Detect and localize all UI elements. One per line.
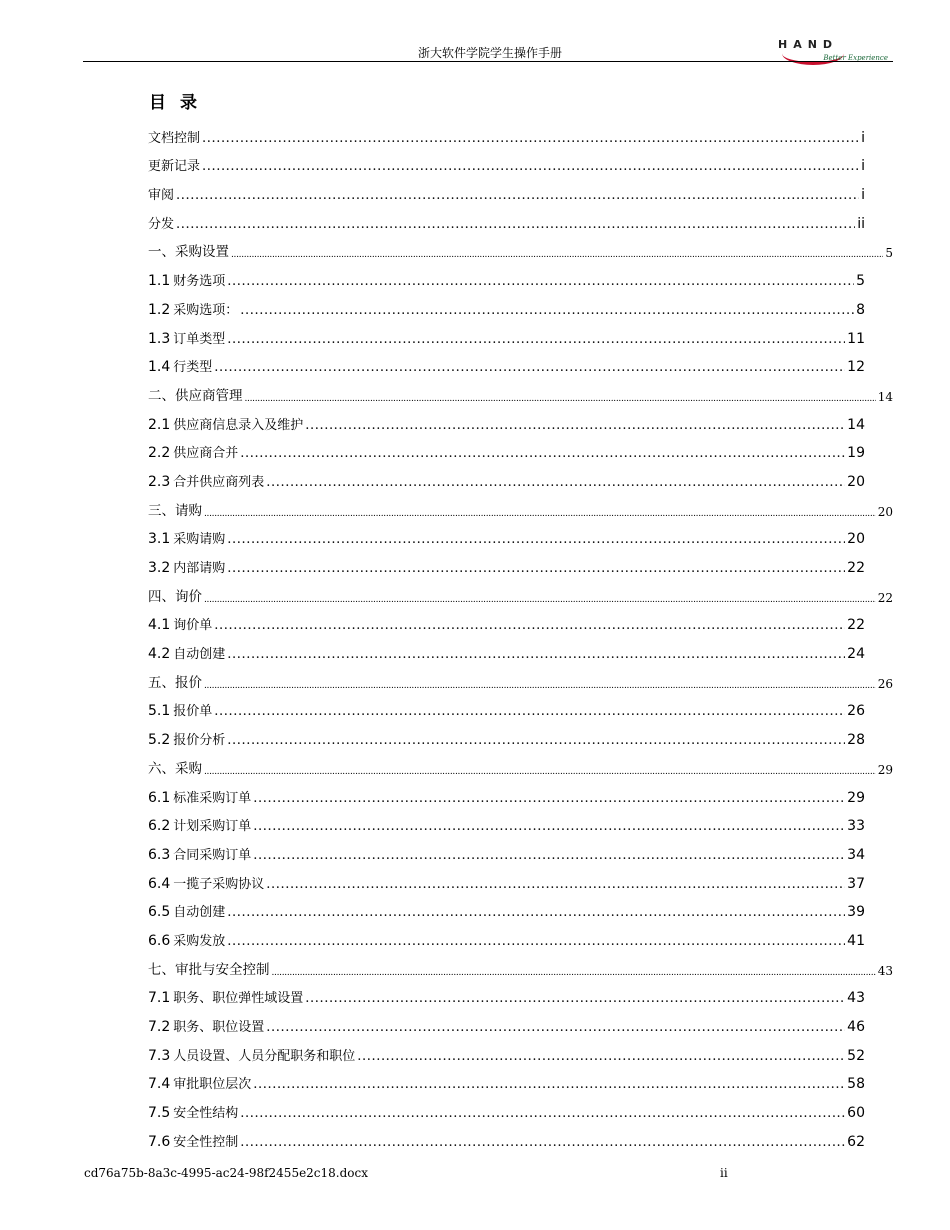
toc-section-label	[148, 1045, 355, 1064]
toc-dot-leader	[227, 904, 845, 920]
toc-chapter-entry[interactable]	[148, 662, 893, 691]
toc-section-entry[interactable]	[148, 461, 865, 490]
toc-dot-leader	[202, 158, 859, 174]
toc-section-number: 7.6	[148, 1133, 171, 1150]
toc-page-number: 29	[847, 789, 865, 806]
toc-dot-leader	[204, 503, 876, 519]
toc-section-label	[148, 1016, 264, 1035]
toc-dot-leader	[253, 790, 845, 806]
toc-entry-text: 审阅	[148, 188, 175, 204]
toc-dot-leader	[204, 589, 876, 605]
toc-section-entry[interactable]	[148, 777, 865, 806]
table-of-contents	[148, 117, 893, 1150]
toc-chapter-label	[148, 958, 270, 978]
toc-entry[interactable]	[148, 117, 865, 146]
toc-section-entry[interactable]	[148, 719, 865, 748]
toc-dot-leader	[253, 818, 845, 834]
toc-section-text: 报价分析	[173, 733, 226, 749]
toc-section-entry[interactable]	[148, 318, 865, 347]
toc-page-number: 20	[847, 473, 865, 490]
toc-dot-leader	[266, 474, 845, 490]
toc-section-entry[interactable]	[148, 806, 865, 835]
toc-section-text: 自动创建	[173, 647, 226, 663]
toc-page-number: 5	[856, 273, 865, 290]
toc-section-label	[148, 729, 225, 748]
toc-section-entry[interactable]	[148, 605, 865, 634]
toc-dot-leader	[253, 847, 845, 863]
toc-section-number: 7.1	[148, 990, 171, 1007]
toc-entry-label	[148, 127, 200, 146]
toc-section-label	[148, 356, 212, 375]
toc-section-entry[interactable]	[148, 978, 865, 1007]
toc-section-text: 报价单	[173, 704, 213, 720]
toc-dot-leader	[202, 130, 859, 146]
toc-page-number: 26	[847, 703, 865, 720]
toc-page-number: 14	[877, 389, 893, 404]
toc-section-label	[148, 528, 225, 547]
toc-page-number: 41	[847, 932, 865, 949]
toc-section-number: 7.5	[148, 1105, 171, 1122]
toc-chapter-title: 六、采购	[148, 760, 202, 777]
toc-chapter-title: 四、询价	[148, 588, 202, 605]
toc-section-label	[148, 414, 303, 433]
toc-section-number: 3.1	[148, 531, 171, 548]
toc-section-text: 职务、职位弹性域设置	[173, 991, 304, 1007]
toc-section-text: 询价单	[173, 618, 213, 634]
toc-section-label	[148, 815, 251, 834]
toc-page-number: 22	[877, 590, 893, 605]
toc-section-text: 内部请购	[173, 561, 226, 576]
toc-section-number: 1.4	[148, 359, 171, 376]
toc-section-number: 6.5	[148, 904, 171, 921]
toc-section-label	[148, 787, 251, 806]
toc-section-text: 职务、职位设置	[173, 1020, 265, 1035]
toc-section-text: 采购选项：	[173, 302, 239, 318]
toc-dot-leader	[227, 646, 845, 662]
toc-page-number: 34	[847, 846, 865, 863]
toc-page-number: 8	[856, 301, 865, 318]
toc-section-text: 采购发放	[173, 933, 226, 949]
toc-section-number: 3.2	[148, 560, 171, 576]
toc-page-number: 22	[847, 617, 865, 634]
toc-page-number: 20	[847, 531, 865, 548]
toc-section-text: 自动创建	[173, 905, 226, 921]
toc-page-number: i	[861, 129, 865, 146]
toc-section-number: 7.4	[148, 1076, 171, 1093]
toc-page-number: 39	[847, 904, 865, 921]
toc-dot-leader	[227, 331, 845, 347]
toc-page-number: 62	[847, 1133, 865, 1150]
toc-section-label	[148, 270, 225, 289]
toc-dot-leader	[204, 761, 876, 777]
toc-section-label	[148, 1102, 238, 1121]
toc-dot-leader	[240, 302, 854, 318]
toc-section-entry[interactable]	[148, 260, 865, 289]
toc-section-entry[interactable]	[148, 1092, 865, 1121]
toc-dot-leader	[266, 1019, 845, 1035]
toc-page-number: 5	[885, 246, 893, 261]
toc-page-number: i	[861, 187, 865, 204]
toc-dot-leader	[357, 1048, 845, 1064]
toc-section-entry[interactable]	[148, 920, 865, 949]
toc-section-text: 订单类型	[173, 331, 226, 347]
toc-page-number: 52	[847, 1047, 865, 1064]
toc-section-label	[148, 557, 225, 576]
toc-dot-leader	[231, 244, 883, 260]
toc-chapter-entry[interactable]	[148, 949, 893, 978]
toc-section-text: 行类型	[173, 360, 213, 376]
toc-entry-label	[148, 213, 174, 232]
toc-chapter-entry[interactable]	[148, 375, 893, 404]
toc-section-entry[interactable]	[148, 633, 865, 662]
logo-tagline: Better Experience	[823, 54, 888, 62]
toc-page-number: 58	[847, 1076, 865, 1093]
toc-chapter-title: 二、供应商管理	[148, 387, 243, 404]
toc-page-number: 46	[847, 1019, 865, 1035]
toc-section-number: 2.1	[148, 416, 171, 433]
toc-section-number: 7.3	[148, 1047, 171, 1064]
toc-dot-leader	[240, 1134, 845, 1150]
toc-section-text: 供应商合并	[173, 446, 239, 462]
toc-section-number: 4.1	[148, 617, 171, 634]
toc-page-number: 12	[847, 359, 865, 376]
toc-section-label	[148, 700, 212, 719]
toc-chapter-entry[interactable]	[148, 490, 893, 519]
toc-section-number: 1.3	[148, 330, 171, 347]
toc-section-label	[148, 442, 238, 461]
toc-dot-leader	[227, 732, 845, 748]
toc-entry[interactable]	[148, 203, 865, 232]
footer-filename: cd76a75b-8a3c-4995-ac24-98f2455e2c18.docx	[84, 1166, 369, 1180]
toc-section-entry[interactable]	[148, 433, 865, 462]
toc-section-entry[interactable]	[148, 519, 865, 548]
document-title: 浙大软件学院学生操作手册	[417, 46, 562, 60]
toc-section-label	[148, 471, 264, 490]
toc-dot-leader	[227, 933, 845, 949]
toc-section-text: 合并供应商列表	[173, 474, 265, 490]
toc-page-number: 43	[847, 990, 865, 1007]
toc-section-number: 4.2	[148, 646, 171, 663]
toc-section-text: 安全性结构	[173, 1106, 239, 1122]
toc-section-entry[interactable]	[148, 1035, 865, 1064]
toc-chapter-title: 五、报价	[148, 674, 202, 691]
toc-section-label	[148, 844, 251, 863]
toc-section-label	[148, 1131, 238, 1150]
toc-dot-leader	[214, 703, 845, 719]
toc-dot-leader	[176, 216, 855, 232]
toc-dot-leader	[245, 388, 876, 404]
toc-entry-label	[148, 155, 200, 174]
toc-dot-leader	[227, 531, 845, 547]
toc-section-label	[148, 614, 212, 633]
toc-section-text: 合同采购订单	[173, 847, 252, 863]
toc-section-entry[interactable]	[148, 347, 865, 376]
toc-section-number: 6.1	[148, 789, 171, 806]
toc-chapter-entry[interactable]	[148, 748, 893, 777]
toc-section-text: 标准采购订单	[173, 790, 252, 806]
toc-section-number: 5.2	[148, 732, 171, 749]
toc-section-number: 2.3	[148, 473, 171, 490]
toc-section-text: 审批职位层次	[173, 1077, 252, 1093]
footer-page-number: ii	[720, 1166, 728, 1180]
toc-entry-text: 文档控制	[148, 130, 201, 146]
toc-section-entry[interactable]	[148, 289, 865, 318]
toc-section-entry[interactable]	[148, 1064, 865, 1093]
toc-chapter-title: 七、审批与安全控制	[148, 961, 270, 978]
toc-section-text: 安全性控制	[173, 1134, 239, 1150]
toc-section-entry[interactable]	[148, 834, 865, 863]
toc-chapter-title: 三、请购	[148, 502, 202, 519]
toc-page-number: i	[861, 158, 865, 175]
toc-section-label	[148, 328, 225, 347]
toc-dot-leader	[305, 990, 845, 1006]
toc-entry-text: 更新记录	[148, 159, 201, 175]
toc-page-number: 20	[877, 504, 893, 519]
toc-dot-leader	[266, 876, 845, 892]
toc-page-number: 19	[847, 445, 865, 462]
toc-page-number: 37	[847, 875, 865, 892]
toc-section-entry[interactable]	[148, 1006, 865, 1035]
toc-chapter-label	[148, 671, 202, 691]
toc-page-number: 26	[877, 676, 893, 691]
toc-entry[interactable]	[148, 174, 865, 203]
toc-section-label	[148, 901, 225, 920]
toc-section-label	[148, 643, 225, 662]
toc-section-text: 财务选项	[173, 274, 226, 290]
toc-dot-leader	[227, 273, 854, 289]
toc-chapter-label	[148, 384, 243, 404]
toc-chapter-label	[148, 585, 202, 605]
toc-section-text: 计划采购订单	[173, 819, 252, 835]
toc-section-number: 6.6	[148, 932, 171, 949]
toc-page-number: 24	[847, 646, 865, 663]
toc-page-number: 29	[877, 762, 893, 777]
toc-chapter-label	[148, 240, 229, 260]
toc-page-number: 60	[847, 1105, 865, 1122]
toc-section-number: 2.2	[148, 445, 171, 462]
toc-section-entry[interactable]	[148, 691, 865, 720]
toc-dot-leader	[305, 417, 845, 433]
toc-dot-leader	[204, 675, 876, 691]
toc-section-number: 6.4	[148, 875, 171, 892]
toc-section-entry[interactable]	[148, 863, 865, 892]
toc-section-entry[interactable]	[148, 547, 865, 576]
header-divider	[83, 61, 893, 62]
toc-dot-leader	[227, 560, 845, 576]
toc-dot-leader	[272, 962, 876, 978]
toc-dot-leader	[240, 1105, 845, 1121]
toc-section-entry[interactable]	[148, 892, 865, 921]
toc-chapter-label	[148, 757, 202, 777]
toc-dot-leader	[214, 359, 845, 375]
toc-section-label	[148, 987, 303, 1006]
toc-section-text: 供应商信息录入及维护	[173, 417, 304, 433]
toc-entry[interactable]	[148, 146, 865, 175]
toc-page-number: 28	[847, 732, 865, 749]
toc-entry-text: 分发	[148, 216, 175, 232]
toc-section-entry[interactable]	[148, 1121, 865, 1150]
toc-page-number: 33	[847, 818, 865, 835]
toc-section-label	[148, 299, 238, 318]
toc-dot-leader	[214, 617, 845, 633]
toc-section-number: 1.2	[148, 301, 171, 318]
toc-dot-leader	[176, 187, 859, 203]
toc-heading: 目录	[149, 93, 211, 113]
logo-text: HAND	[778, 38, 839, 51]
toc-dot-leader	[240, 445, 845, 461]
toc-section-text: 一揽子采购协议	[173, 876, 265, 892]
toc-chapter-entry[interactable]	[148, 576, 893, 605]
toc-chapter-entry[interactable]	[148, 232, 893, 261]
toc-page-number: 14	[847, 416, 865, 433]
toc-page-number: 22	[847, 560, 865, 576]
toc-section-text: 人员设置、人员分配职务和职位	[173, 1048, 356, 1064]
toc-page-number: 11	[847, 330, 865, 347]
toc-section-number: 7.2	[148, 1019, 171, 1035]
toc-section-entry[interactable]	[148, 404, 865, 433]
toc-page-number: ii	[857, 215, 865, 232]
toc-chapter-title: 一、采购设置	[148, 244, 229, 261]
toc-section-text: 采购请购	[173, 532, 226, 548]
toc-section-label	[148, 930, 225, 949]
toc-section-number: 5.1	[148, 703, 171, 720]
toc-entry-label	[148, 184, 174, 203]
toc-section-label	[148, 873, 264, 892]
toc-dot-leader	[253, 1076, 845, 1092]
toc-page-number: 43	[877, 963, 893, 978]
toc-chapter-label	[148, 499, 202, 519]
toc-section-number: 6.3	[148, 846, 171, 863]
toc-section-label	[148, 1073, 251, 1092]
toc-section-number: 1.1	[148, 273, 171, 290]
toc-section-number: 6.2	[148, 818, 171, 835]
